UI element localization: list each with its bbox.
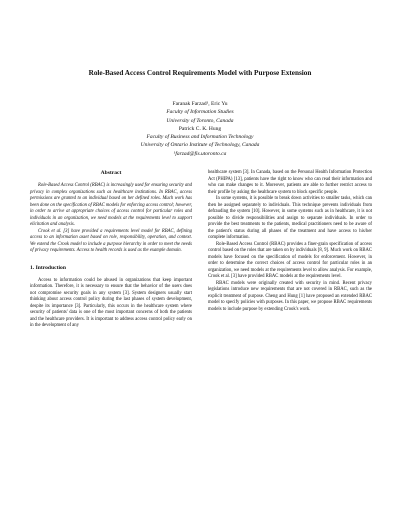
right-paragraph-4: RBAC models were originally created with security in mind. Recent privacy legislations introduce new requirements that are not covered in RBAC, such as the explicit treatment of purpose. Cheng and Hung [1] have proposed an extended RBAC model to specify policies with purposes. In this paper, we propose RBAC requirements models to include purpose by extending Crook's work. — [208, 280, 372, 312]
right-paragraph-3: Role-Based Access Control (RBAC) provides a finer-grain specification of access control based on the roles that are taken on by individuals [8, 9]. Much work on RBAC models have focused on the specification of models for enforcement. However, in order to determine the correct choices of access control for particular roles in an organization, we need models at the requirements level to allow analysis. For example, Crook et al. [3] have provided RBAC models at the requirements level. — [208, 241, 372, 279]
right-paragraph-1: healthcare system [3]. In Canada, based on the Personal Health Information Protection Act (PHIPA) [13], patients have the right to know who can read their information and who can make changes to it. Moreover, patients are able to further restrict access to their profile by asking the healthcare system to block specific people. — [208, 170, 372, 195]
author-email: ¹farzad@fis.utoronto.ca — [173, 150, 227, 157]
authors-line: Faranak Farzad¹, Eric Yu — [172, 101, 228, 107]
abstract-section — [30, 170, 192, 255]
introduction-paragraph-1: Access to information could be abused in organizations that keep important information. Therefore, it is necessary to ensure that the behavior of the users does not compromise security goals in any system [3]. System designers usually start thinking about access control policy during the last phases of system development, despite its importance [3]. Particularly, this occurs in the healthcare system where security of patients' data is one of the most important concerns of both the patients and the healthcare providers. It is important to address access control policy early on in the development of any — [30, 277, 192, 328]
introduction-heading: 1. Introduction — [30, 264, 66, 271]
right-column — [208, 170, 372, 313]
introduction-section — [30, 265, 192, 330]
affiliation-2-line-1: Faculty of Business and Information Technology — [146, 134, 254, 141]
left-column — [30, 170, 192, 330]
abstract-paragraph-2: Crook et al. [3] have provided a requirements level model for RBAC, defining access to an information asset based on role, responsibility, operation, and context. We extend the Crook model to include a purpose hierarchy in order to meet the needs of privacy requirements. Access to health records is used as the example domain. — [30, 228, 192, 253]
affiliation-2-line-2: University of Ontario Institute of Technology, Canada — [140, 142, 260, 149]
abstract-heading: Abstract — [100, 170, 122, 176]
paper-title: Role-Based Access Control Requirements Model with Purpose Extension — [88, 69, 312, 77]
right-paragraph-2: In some systems, it is possible to break down activities to smaller tasks, which can then be assigned separately to individuals. This technique prevents individuals from defrauding the system [10]. However, in some systems such as in healthcare, it is not possible to divide responsibilities and assign to separate individuals. In order to provide the best treatments to the patients, medical practitioners need to be aware of the patient's status during all phases of the treatment and have access to his/her complete information. — [208, 196, 372, 240]
author-block — [60, 100, 340, 158]
abstract-paragraph-1: Role-Based Access Control (RBAC) is increasingly used for ensuring security and privacy in complex organizations such as healthcare institutions. In RBAC, access permissions are granted to an individual based on her defined roles. Much work has been done on the specification of RBAC models for enforcing access control; however, in order to arrive at appropriate choices of access control for particular roles and individuals in an organization, we need models at the requirements level to support elicitation and analysis. — [30, 183, 192, 227]
author-2: Patrick C. K. Hung — [178, 125, 222, 132]
affiliation-1-line-2: University of Toronto, Canada — [166, 117, 234, 124]
affiliation-1-line-1: Faculty of Information Studies — [166, 109, 234, 116]
